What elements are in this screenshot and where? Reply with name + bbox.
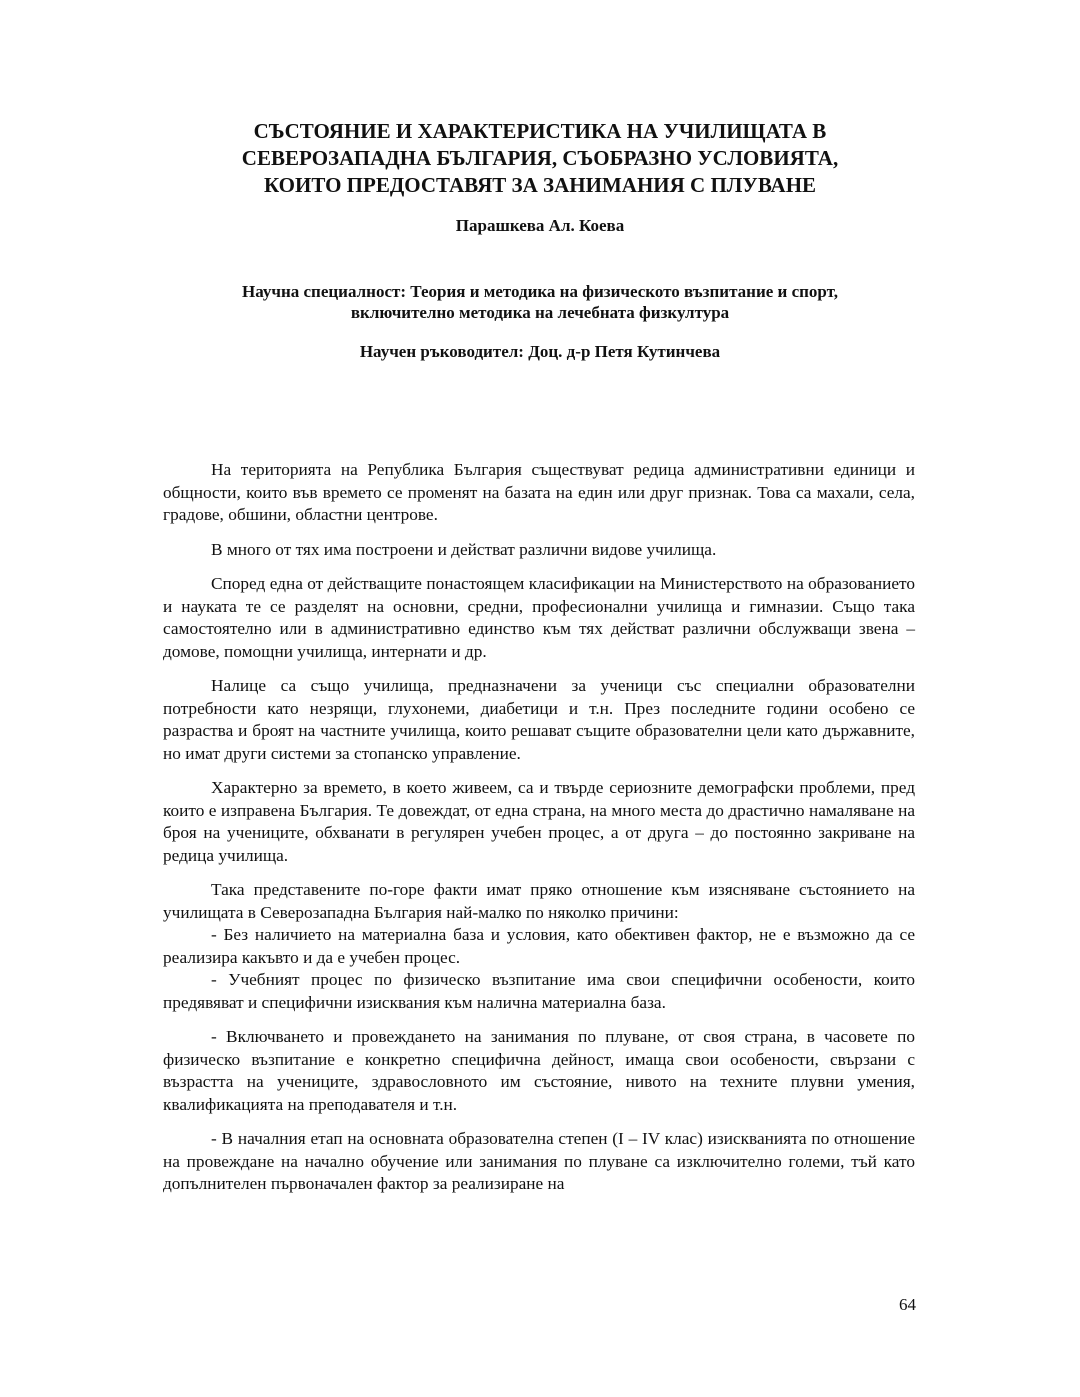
author-name: Парашкева Ал. Коева [455,216,625,235]
page-number: 64 [899,1295,916,1314]
list-paragraph: - В началния етап на основната образователна степен (I – IV клас) изискванията по отношение на провеждане на начално обучение или занимания по плуване са изключително големи, тъй като допълнителен първоначален фактор за реализиране на [163,1129,915,1193]
paragraph: Така представените по-горе факти имат пряко отношение към изясняване състоянието на училищата в Северозападна България най-малко по няколко причини: [163,880,915,922]
title-line: СЪСТОЯНИЕ И ХАРАКТЕРИСТИКА НА УЧИЛИЩАТА В [253,119,827,143]
paper-title [140,118,940,199]
scientific-specialty [140,281,940,323]
title-line: КОИТО ПРЕДОСТАВЯТ ЗА ЗАНИМАНИЯ С ПЛУВАНЕ [263,173,817,197]
paragraph: Според една от действащите понастоящем класификации на Министерството на образованието и науката те се разделят на основни, средни, професионални училища и гимназии. Също така самостоятелно или в административно единство към тях действат различни обслужващи звена – домове, помощни училища, интернати и др. [163,574,915,661]
list-paragraph: - Включването и провеждането на занимания по плуване, от своя страна, в часовете по физическо възпитание е конкретно специфична дейност, имаща свои особености, свързани с възрастта на учениците, здравословното им състояние, нивото на техните плувни умения, квалификацията на преподавателя и т.н. [163,1027,915,1114]
paragraph: Налице са също училища, предназначени за ученици със специални образователни потребности като незрящи, глухонеми, диабетици и т.н. През последните години особено се разраства и броят на частните училища, които решават същите образователни цели като държавните, но имат други системи за стопанско управление. [163,676,915,763]
paragraph: На територията на Република България съществуват редица административни единици и общности, които във времето се променят на базата на един или друг признак. Това са махали, села, градове, обшини, областни центрове. [163,460,915,524]
specialty-line: включително методика на лечебната физкултура [350,303,730,322]
paragraph: В много от тях има построени и действат различни видове училища. [211,539,717,559]
specialty-line: Научна специалност: Теория и методика на физическото възпитание и спорт, [242,282,838,301]
title-line: СЕВЕРОЗАПАДНА БЪЛГАРИЯ, СЪОБРАЗНО УСЛОВИЯТА, [241,146,839,170]
body-text [163,459,915,1208]
list-paragraph: - Учебният процес по физическо възпитание има свои специфични особености, които предявяват и специфични изисквания към налична материална база. [163,970,915,1012]
scientific-supervisor: Научен ръководител: Доц. д-р Петя Кутинчева [359,342,721,361]
list-paragraph: - Без наличието на материална база и условия, като обективен фактор, не е възможно да се реализира какъвто и да е учебен процес. [163,925,915,967]
paragraph: Характерно за времето, в което живеем, са и твърде сериозните демографски проблеми, пред които е изправена България. Те довеждат, от една страна, на много места до драстично намаляване на броя на учениците, обхванати в регулярен учебен процес, а от друга – до постоянно закриване на редица училища. [163,778,915,865]
